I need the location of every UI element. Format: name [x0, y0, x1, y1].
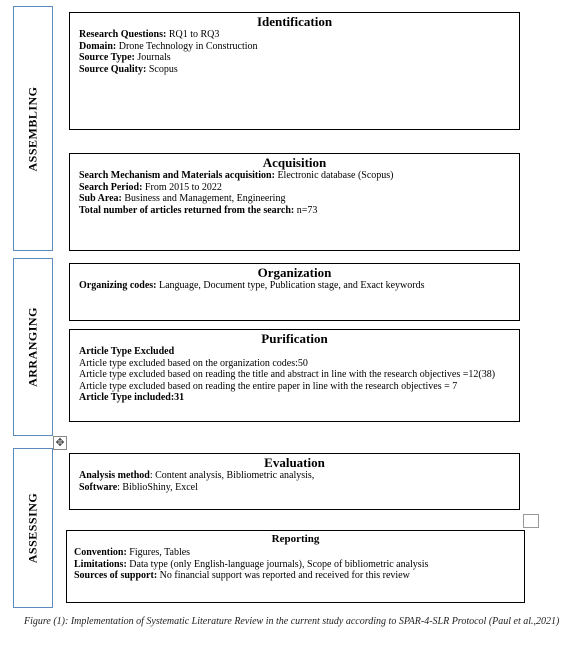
- identification-line: Source Quality: Scopus: [79, 63, 178, 75]
- phase-arranging: [13, 258, 53, 436]
- reporting-line: Sources of support: No financial support was reported and received for this review: [74, 570, 410, 581]
- reporting-body: [67, 547, 524, 582]
- evaluation-line: Analysis method: Content analysis, Bibliometric analysis,: [79, 470, 315, 481]
- reporting-title: Reporting: [271, 533, 320, 545]
- reporting-box: [66, 530, 525, 603]
- purification-included: Article Type included:31: [79, 392, 185, 403]
- purification-title: Purification: [261, 331, 328, 346]
- identification-body: [70, 29, 519, 75]
- organization-body: [70, 280, 519, 292]
- figure-caption: Figure (1): Implementation of Systematic Literature Review in the current study according to SPAR-4-SLR Protocol (Paul et al.,2021): [24, 616, 560, 627]
- identification-box: [69, 12, 520, 130]
- reporting-line: Convention: Figures, Tables: [74, 547, 191, 558]
- phase-arranging-label: ARRANGING: [25, 307, 40, 387]
- acquisition-title: Acquisition: [262, 155, 327, 170]
- acquisition-line: Total number of articles returned from the search: n=73: [79, 204, 318, 216]
- identification-line: Domain: Drone Technology in Construction: [79, 40, 258, 52]
- acquisition-box: [69, 153, 520, 251]
- reporting-line: Limitations: Data type (only English-language journals), Scope of bibliometric analysis: [74, 558, 429, 570]
- phase-assembling: [13, 6, 53, 251]
- organization-box: [69, 263, 520, 321]
- acquisition-body: [70, 170, 519, 216]
- identification-line: Research Questions: RQ1 to RQ3: [79, 29, 220, 40]
- acquisition-line: Search Mechanism and Materials acquisition: Electronic database (Scopus): [79, 170, 394, 181]
- evaluation-body: [70, 470, 519, 493]
- phase-assessing: [13, 448, 53, 608]
- purification-line: Article type excluded based on reading the entire paper in line with the research objectives = 7: [79, 380, 458, 392]
- purification-line: Article type excluded based on reading the title and abstract in line with the research objectives =12(38): [79, 369, 496, 380]
- evaluation-box: [69, 453, 520, 510]
- phase-assembling-label: ASSEMBLING: [25, 85, 40, 172]
- move-arrows-icon[interactable]: ✥: [53, 436, 67, 450]
- resize-handle[interactable]: [523, 514, 539, 528]
- acquisition-line: Search Period: From 2015 to 2022: [79, 181, 222, 193]
- purification-excluded-heading: Article Type Excluded: [79, 346, 175, 357]
- evaluation-line: Software: BiblioShiny, Excel: [79, 481, 198, 493]
- purification-body: [70, 346, 519, 404]
- organization-line: Organizing codes: Language, Document type, Publication stage, and Exact keywords: [79, 280, 425, 291]
- evaluation-title: Evaluation: [264, 455, 325, 470]
- organization-title: Organization: [257, 265, 332, 280]
- phase-assessing-label: ASSESSING: [25, 492, 40, 564]
- purification-box: [69, 329, 520, 422]
- identification-title: Identification: [256, 14, 333, 29]
- purification-line: Article type excluded based on the organization codes:50: [79, 357, 308, 369]
- acquisition-line: Sub Area: Business and Management, Engineering: [79, 193, 286, 204]
- identification-line: Source Type: Journals: [79, 52, 171, 63]
